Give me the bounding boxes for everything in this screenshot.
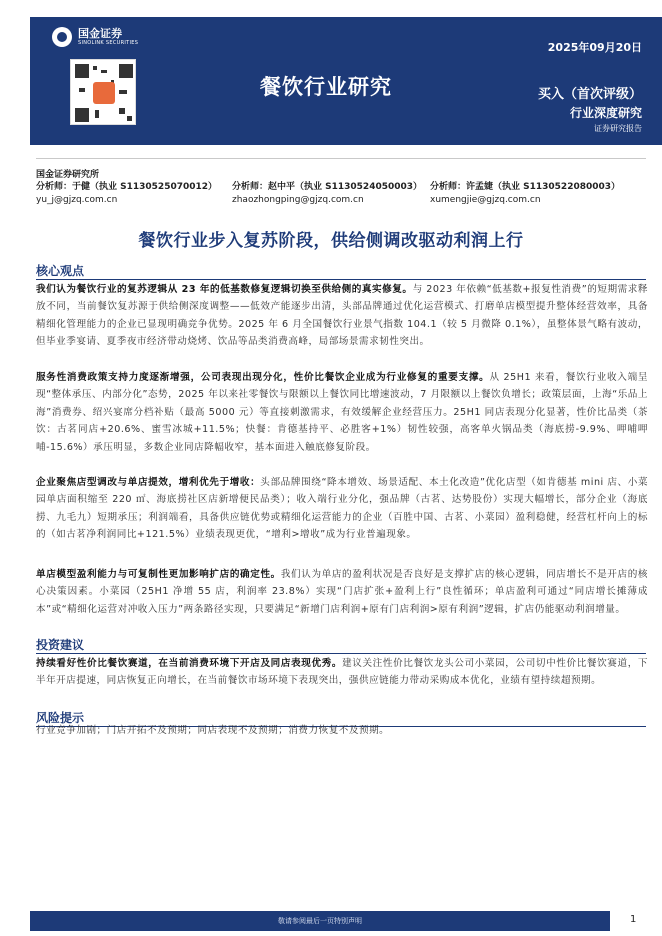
paragraph-1 [36,281,648,351]
analyst-2 [232,181,422,207]
paragraph-4 [36,566,648,618]
paragraph-5 [36,655,648,690]
analyst-1 [36,181,217,207]
paragraph-lead: 服务性消费政策支持力度逐渐增强，公司表现出现分化，性价比餐饮企业成为行业修复的重要支撑。 [36,372,490,383]
paragraph-body: 从 25H1 来看，餐饮行业收入端呈现“整体承压、内部分化”态势，2025 年以来社零餐饮与限额以上餐饮同比增速波动，7 月限额以上餐饮负增长；政策层面，上海“乐品上海”消费券、绍兴宴席分档补贴（最高 5000 元）等直接刺激需求，有效缓解企业经营压力。25H1 同店表现分化显著，性价比品类（茶饮：古茗同店+20.6%、蜜雪冰城+11.5%；快餐：肯德基持平、必胜客+1%）韧性较强，高客单火锅品类（海底捞-9.9%、呷哺呷哺-15.6%）承压明显，多数企业同店降幅收窄，基本面进入触底修复阶段。 [36,372,648,453]
paragraph-6 [36,722,648,739]
footer-disclaimer[interactable]: 敬请参阅最后一页特别声明 [278,917,362,925]
paragraph-body: 建议关注性价比餐饮龙头公司小菜园，公司切中性价比餐饮赛道，下半年开店提速，同店恢复正向增长，在当前餐饮市场环境下表现突出，强供应链能力带动采购成本优化，业绩有望持续超预期。 [36,658,649,687]
section-heading-core: 核心观点 [36,264,85,278]
paragraph-lead: 我们认为餐饮行业的复苏逻辑从 23 年的低基数修复逻辑切换至供给侧的真实修复。 [36,284,413,295]
paragraph-lead: 单店模型盈利能力与可复制性更加影响扩店的确定性。 [36,569,281,580]
paragraph-2 [36,369,648,456]
section-divider [36,653,646,654]
section-heading-risk: 风险提示 [36,711,85,725]
report-category-title: 餐饮行业研究 [260,75,392,99]
page-number: 1 [630,914,637,925]
paragraph-lead: 持续看好性价比餐饮赛道，在当前消费环境下开店及同店表现优秀。 [36,658,343,669]
report-type: 行业深度研究 [569,106,642,120]
paragraph-body: 头部品牌围绕“降本增效、场景适配、本土化改造”优化店型（如肯德基 mini 店、小菜园单店面积缩至 220 ㎡、海底捞社区店新增便民品类）；收入端行业分化，强品牌（古茗、达势股份）实现大幅增长，部分企业（海底捞、九毛九）短期承压；利润端看，具备供应链优势或精细化运营能力的企业（百胜中国、古茗、小菜园）盈利稳健，经营杠杆向上的标的（如古茗净利润同比+121.5%）业绩表现更优，“增利>增收”成为行业普遍现象。 [36,477,649,541]
paragraph-3 [36,474,648,544]
logo-name-cn: 国金证券 [78,27,122,40]
analyst-email[interactable]: yu_j@gjzq.com.cn [36,195,118,205]
analyst-email[interactable]: zhaozhongping@gjzq.com.cn [232,195,364,205]
paragraph-body: 我们认为单店的盈利状况是否良好是支撑扩店的核心逻辑，同店增长不是开店的核心决策因素。小菜园（25H1 净增 55 店，利润率 23.8%）实现“门店扩张+盈利上行”良性循环；单店盈利可通过“同店增长摊薄成本”或“精细化运营对冲收入压力”两条路径实现，只要满足“新增门店利润+原有门店利润>原有利润”逻辑，扩店仍能驱动利润增量。 [36,569,648,615]
main-title: 餐饮行业步入复苏阶段，供给侧调改驱动利润上行 [138,231,524,251]
report-date: 2025年09月20日 [547,41,642,54]
analyst-name: 分析师：许孟婕（执业 S1130522080003） [430,182,621,192]
analyst-name: 分析师：于健（执业 S1130525070012） [36,182,218,192]
footer-bar [30,911,610,931]
logo-mark-icon [52,27,72,47]
section-heading-invest: 投资建议 [36,638,85,652]
header-banner [30,17,662,145]
header-divider [36,158,646,159]
report-sub-label: 证券研究报告 [594,124,642,133]
logo-name-en: SINOLINK SECURITIES [78,40,139,46]
analyst-3 [430,181,620,207]
analyst-email[interactable]: xumengjie@gjzq.com.cn [430,195,541,205]
company-logo [52,27,138,47]
section-divider [36,279,646,280]
paragraph-lead: 企业聚焦店型调改与单店提效，增利优先于增收： [36,477,261,488]
paragraph-body: 与 2023 年依赖“低基数+报复性消费”的短期需求释放不同，当前餐饮复苏源于供给侧深度调整——低效产能逐步出清，头部品牌通过优化运营模式、打磨单店模型提升整体经营效率，具备精细化管理能力的企业已显现明确竞争优势。2025 年 6 月全国餐饮行业景气指数 104.1（较 5 月微降 0.1%），虽整体景气略有波动，但毕业季宴请、夏季夜市经济带动烧烤、饮品等品类消费高峰，局部场景需求韧性突出。 [36,284,649,348]
rating-label: 买入（首次评级） [537,87,642,102]
qr-logo-icon [93,82,115,104]
paragraph-body: 行业竞争加剧；门店开拓不及预期；同店表现不及预期；消费力恢复不及预期。 [36,725,390,736]
analyst-name: 分析师：赵中平（执业 S1130524050003） [232,182,423,192]
institute-name: 国金证券研究所 [36,170,100,180]
qr-code-icon [70,59,136,125]
